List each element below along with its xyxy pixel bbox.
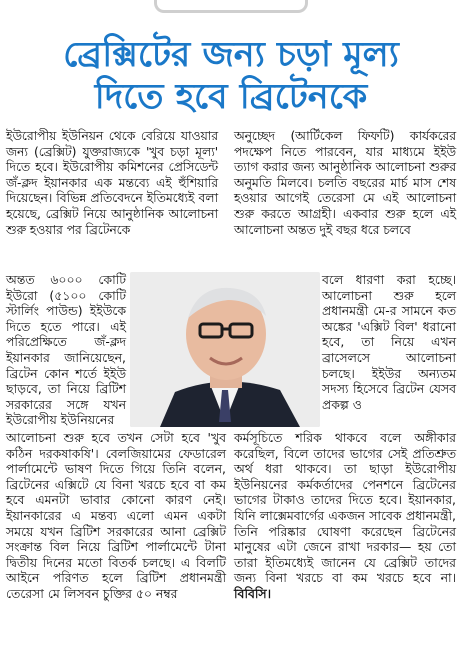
column-right-top: অনুচ্ছেদ (আর্টিকেল ফিফটি) কার্যকরের পদক্ষেপ নিতে পারবেন, যার মাধ্যমে ইইউ ত্যাগ করার জন্য আনুষ্ঠানিক আলোচনা শুরুর অনুমতি মিলবে। চলতি বছরের মার্চ মাস শেষ হওয়ার আগেই তেরেসা মে এই আলোচনা শুরু করতে আগ্রহী। একবার শুরু হলে এই আলোচনা অন্তত দুই বছর ধরে চলবে	[234, 128, 456, 237]
article-headline	[0, 34, 462, 118]
headline-line-1: ব্রেক্সিটের জন্য চড়া মূল্য	[63, 35, 399, 75]
column-left-top: ইউরোপীয় ইউনিয়ন থেকে বেরিয়ে যাওয়ার জন্য (ব্রেক্সিট) যুক্তরাজ্যকে 'খুব চড়া মূল্য' দিতে হবে। ইউরোপীয় কমিশনের প্রেসিডেন্ট জঁ-ক্লদ ইয়ানকার এক মন্তব্যে এই হুঁশিয়ারি দিয়েছেন। বিভিন্ন প্রতিবেদনে ইতিমধ্যেই বলা হয়েছে, ব্রেক্সিট নিয়ে আনুষ্ঠানিক আলোচনা শুরু হওয়ার পর ব্রিটেনকে	[6, 128, 218, 237]
headline-line-2: দিতে হবে ব্রিটেনকে	[94, 77, 368, 117]
column-left-wrap: অন্তত ৬০০০ কোটি ইউরো (৫১০০ কোটি স্টার্লিং পাউন্ড) ইইউকে দিতে হতে পারে। এই পরিপ্রেক্ষিতে জঁ-ক্লদ ইয়ানকার জানিয়েছেন, ব্রিটেন কোন শর্তে ইইউ ছাড়বে, তা নিয়ে ব্রিটিশ সরকারের সঙ্গে যখন ইউরোপীয় ইউনিয়নের	[6, 272, 126, 428]
top-tab-decoration	[154, 0, 308, 13]
column-right-wrap: বলে ধারণা করা হচ্ছে। আলোচনা শুরু হলে প্রধানমন্ত্রী মে-র সামনে কত অঙ্কের 'এক্সিট বিল' ধরানো হবে, তা নিয়ে এখন ব্রাসেলসে আলোচনা চলছে। ইইউর অন্যতম সদস্য হিসেবে ব্রিটেন যেসব প্রকল্প ও	[322, 272, 456, 412]
column-right-bottom	[234, 430, 456, 602]
source-credit: বিবিসি।	[234, 585, 272, 601]
page-top-strip	[0, 0, 462, 34]
column-left-bottom: আলোচনা শুরু হবে তখন সেটা হবে 'খুব কঠিন দরকষাকষি'। বেলজিয়ামের ফেডারেল পার্লামেন্টে ভাষণ দিতে গিয়ে তিনি বলেন, ব্রিটেনের এক্সিটে যে বিনা খরচে হবে বা কম হবে এমনটা ভাবার কোনো কারণ নেই। ইয়ানকারের এ মন্তব্য এলো এমন একটা সময়ে যখন ব্রিটিশ সরকারের আনা ব্রেক্সিট সংক্রান্ত বিল নিয়ে ব্রিটিশ পার্লামেন্টে টানা দ্বিতীয় দিনের মতো বিতর্ক চলছে। এ বিলটি আইনে পরিণত হলে ব্রিটিশ প্রধানমন্ত্রী তেরেসা মে লিসবন চুক্তির ৫০ নম্বর	[6, 430, 226, 601]
column-right-bottom-text: কর্মসূচিতে শরিক থাকবে বলে অঙ্গীকার করেছিল, বিলে তাদের ভাগের সেই প্রতিশ্রুত অর্থ ধরা থাকবে। তা ছাড়া ইউরোপীয় ইউনিয়নের কর্মকর্তাদের পেনশনে ব্রিটেনের ভাগের টাকাও তাদের দিতে হবে। ইয়ানকার, যিনি লাক্সেমবার্গের একজন সাবেক প্রধানমন্ত্রী, তিনি পরিষ্কার ঘোষণা করেছেন ব্রিটেনের মানুষের এটা জেনে রাখা দরকার— হয় তো তারা ইতিমধ্যেই জানেন যে ব্রেক্সিট তাদের জন্য বিনা খরচে বা কম খরচে হবে না।	[234, 430, 456, 586]
portrait-illustration	[130, 272, 320, 427]
article-photo	[130, 272, 320, 427]
